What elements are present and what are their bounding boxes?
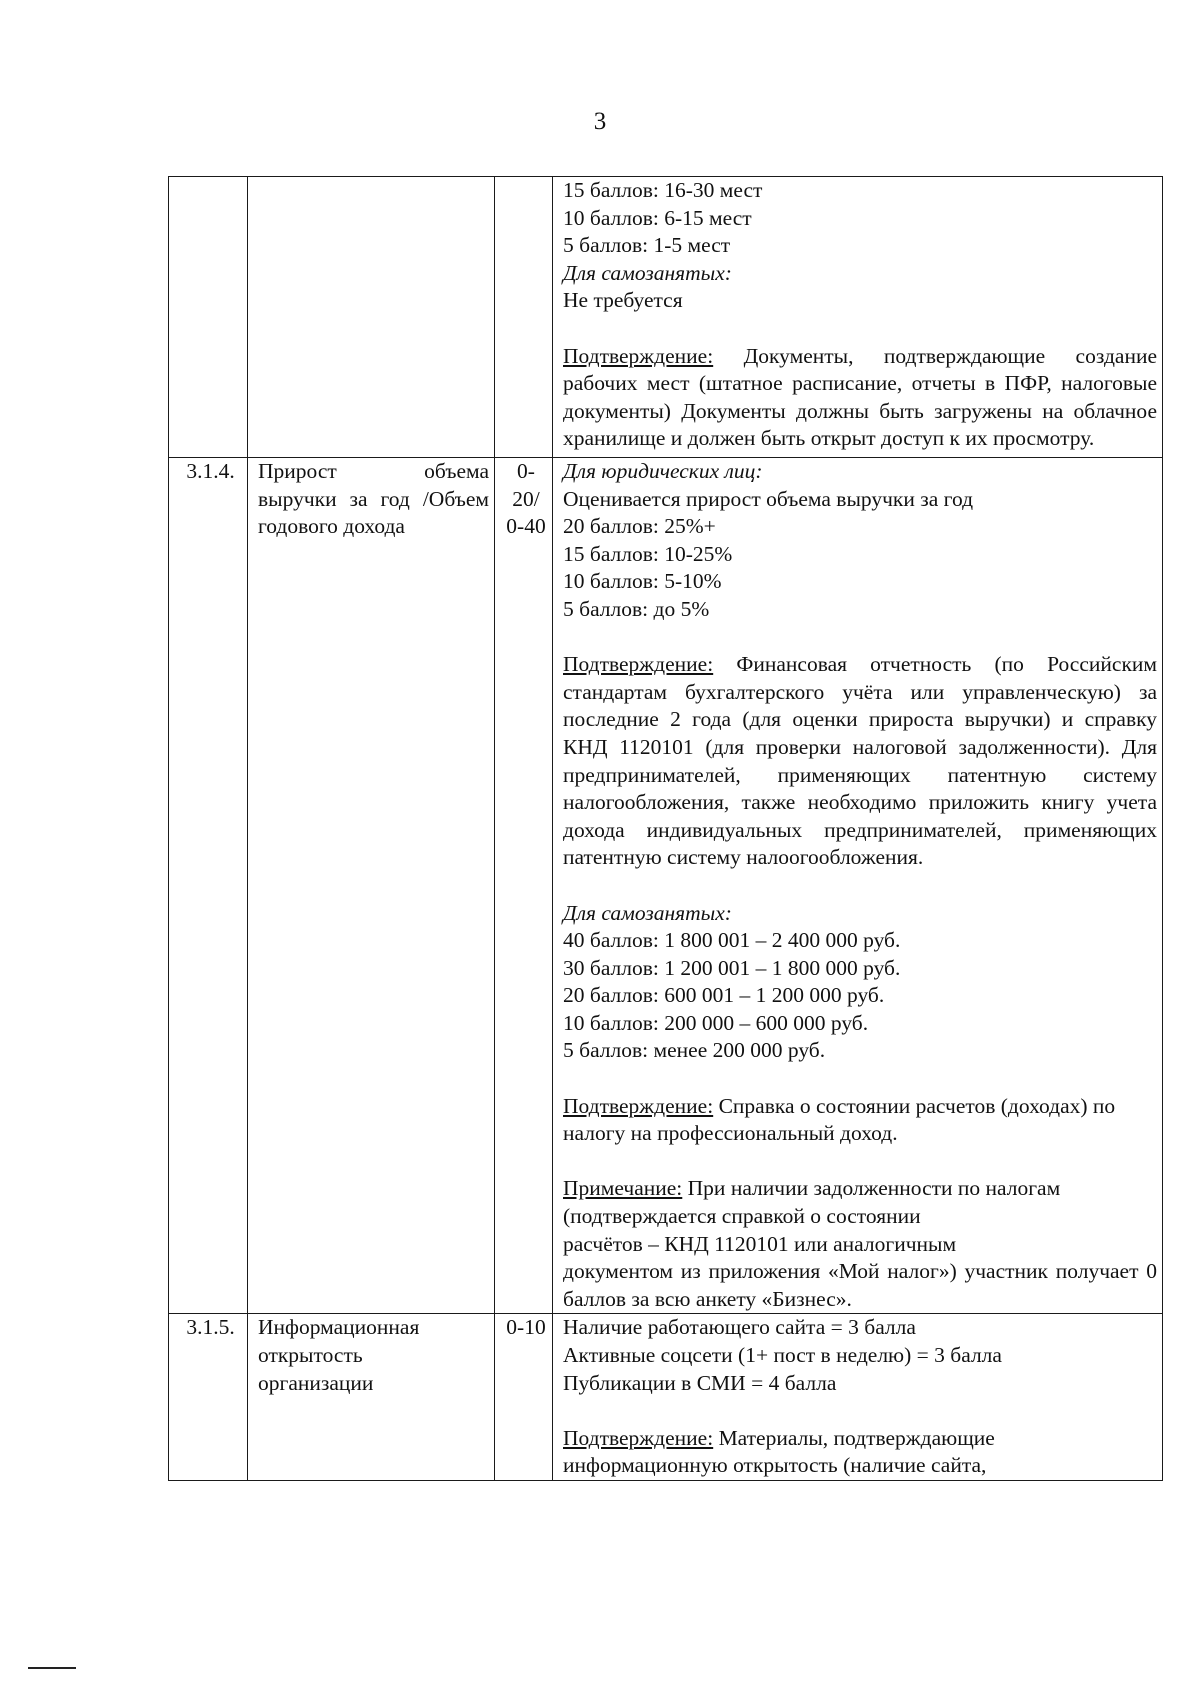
name-word: объема [424,459,489,483]
note-label: Примечание: [563,1176,683,1201]
text-line: Активные соцсети (1+ пост в неделю) = 3 балла [563,1343,1002,1367]
confirmation-label: Подтверждение: [563,1425,714,1450]
score-line: 0- [517,459,535,483]
confirmation-text: информационную открытость (наличие сайта, [563,1453,987,1478]
text-line: 10 баллов: 5-10% [563,569,722,594]
confirmation-paragraph [563,343,1157,453]
confirmation-text: Справка о состоянии расчетов (доходах) по налогу на профессиональный доход. [563,1093,1116,1146]
table-row [169,458,1163,1314]
criterion-description-cell [553,177,1163,458]
confirmation-paragraph [563,651,1157,872]
self-employed-label: Для самозанятых: [563,900,732,925]
confirmation-text: Документы, подтверждающие создание рабочих мест (штатное расписание, отчеты в ПФР, налоговые документы) Документы должны быть загружены на облачное хранилище и должен быть открыт доступ к их просмотру. [563,343,1157,451]
confirmation-paragraph [563,1093,1157,1148]
score-range-cell: 0-10 [495,1314,553,1481]
table-row [169,177,1163,458]
name-line: организации [258,1370,374,1395]
text-line: 5 баллов: 1-5 мест [563,233,731,258]
criterion-name-cell [248,1314,495,1481]
text-line: 20 баллов: 600 001 – 1 200 000 руб. [563,983,885,1008]
score-line: 20/ [512,486,540,511]
note-text: документом из приложения «Мой налог») участник получает 0 баллов за всю анкету «Бизнес». [563,1259,1157,1311]
text-line: 30 баллов: 1 200 001 – 1 800 000 руб. [563,955,901,980]
text-line: Публикации в СМИ = 4 балла [563,1370,837,1395]
text-line: 10 баллов: 200 000 – 600 000 руб. [563,1010,869,1035]
score-range-cell [495,177,553,458]
confirmation-label: Подтверждение: [563,652,714,677]
row-number-cell: 3.1.4. [169,458,248,1314]
text-line: 5 баллов: до 5% [563,596,710,621]
note-text: При наличии задолженности по налогам [682,1176,1061,1201]
criterion-name-cell [248,458,495,1314]
name-line: открытость [258,1343,363,1367]
text-line: 20 баллов: 25%+ [563,514,716,539]
score-range-cell [495,458,553,1314]
text-line: Наличие работающего сайта = 3 балла [563,1315,916,1340]
text-line: 10 баллов: 6-15 мест [563,205,752,230]
name-line: Информационная [258,1315,420,1340]
text-line: Не требуется [563,288,683,313]
legal-entities-label: Для юридических лиц: [563,459,763,483]
note-paragraph [563,1175,1157,1313]
page-number: 3 [593,108,607,135]
confirmation-label: Подтверждение: [563,1093,714,1118]
self-employed-label: Для самозанятых: [563,260,732,285]
note-text: (подтверждается справкой о состоянии [563,1204,921,1229]
criterion-name-cell [248,177,495,458]
confirmation-text: Финансовая отчетность (по Российским стандартам бухгалтерского учёта или управленческую) за последние 2 года (для оценки прироста выручки) и справку КНД 1120101 (для проверки налоговой задолженности). Для предпринимателей, применяющих патентную систему налогообложения, также необходимо приложить книгу учета дохода индивидуальных предпринимателей, применяющих патентную систему налоогообложения. [563,652,1157,870]
criterion-description-cell [553,1314,1163,1481]
text-line: Оценивается прирост объема выручки за год [563,486,974,511]
criterion-description-cell [553,458,1163,1314]
confirmation-text: Материалы, подтверждающие [713,1425,995,1450]
text-line: 5 баллов: менее 200 000 руб. [563,1038,826,1063]
table-row [169,1314,1163,1481]
criteria-table [168,176,1163,1481]
text-line: 15 баллов: 16-30 мест [563,178,763,202]
footnote-rule [28,1667,76,1669]
row-number-cell: 3.1.5. [169,1314,248,1481]
text-line: 15 баллов: 10-25% [563,541,733,566]
row-number-cell [169,177,248,458]
name-text: выручки за год /Объем годового дохода [258,486,489,539]
text-line: 40 баллов: 1 800 001 – 2 400 000 руб. [563,928,901,953]
note-text: расчётов – КНД 1120101 или аналогичным [563,1231,957,1256]
name-word: Прирост [258,459,337,483]
score-line: 0-40 [506,514,546,539]
confirmation-label: Подтверждение: [563,343,714,368]
